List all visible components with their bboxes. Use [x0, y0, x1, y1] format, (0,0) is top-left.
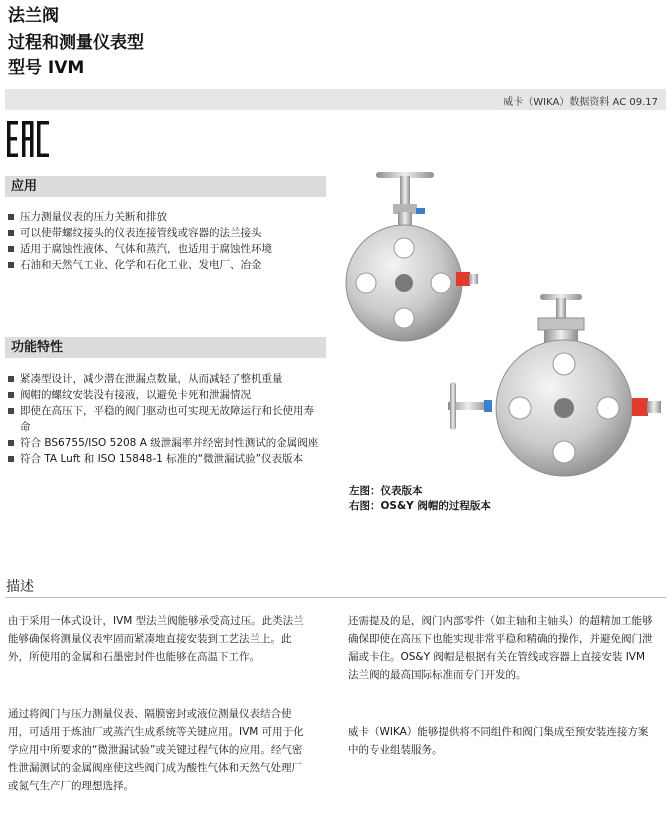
process-valve-osy-image [448, 290, 668, 480]
description-left-paragraph-2: 通过将阀门与压力测量仪表、隔膜密封或液位测量仪表结合使用，可适用于炼油厂或蒸汽生成系统等关键应用。IVM 可用于化学应用中所要求的“微泄漏试验”或关键过程气体的应用。经气密性泄漏测试的金属阀座使这些阀门成为酸性气体和天然气处理厂或氮气生产厂的理想选择。 [8, 708, 304, 792]
title-line-1: 法兰阀 [8, 6, 59, 26]
caption-line-2: 右图：OS&Y 阀帽的过程版本 [349, 500, 491, 512]
list-item: 适用于腐蚀性液体、气体和蒸汽，也适用于腐蚀性环境 [8, 241, 328, 257]
description-right-paragraph-2: 威卡（WIKA）能够提供将不同组件和阀门集成至预安装连接方案中的专业组装服务。 [348, 726, 649, 756]
caption-line-1: 左图：仪表版本 [349, 485, 423, 497]
list-item: 符合 BS6755/ISO 5208 A 级泄漏率并经密封性测试的金属阀座 [8, 435, 324, 451]
list-item: 可以使带螺纹接头的仪表连接管线或容器的法兰接头 [8, 225, 328, 241]
list-item: 紧凑型设计，减少潜在泄漏点数量，从而减轻了整机重量 [8, 371, 324, 387]
title-line-3: 型号 IVM [8, 58, 85, 78]
list-item: 即使在高压下，平稳的阀门驱动也可实现无故障运行和长使用寿命 [8, 403, 324, 435]
features-list [8, 371, 324, 467]
eac-certification-logo [6, 120, 50, 158]
features-heading: 功能特性 [5, 337, 326, 358]
applications-list [8, 209, 328, 273]
description-right-paragraph-1: 还需提及的是，阀门内部零件（如主轴和主轴头）的超精加工能够确保即使在高压下也能实现非常平稳和精确的操作，并避免阀门泄漏或卡住。OS&Y 阀帽是根据有关在管线或容器上直接安装 IVM 法兰阀的最高国际标准而专门开发的。 [348, 615, 653, 681]
list-item: 压力测量仪表的压力关断和排放 [8, 209, 328, 225]
datasheet-ref: 威卡（WIKA）数据资料 AC 09.17 [503, 97, 658, 108]
list-item: 石油和天然气工业、化学和石化工业、发电厂、冶金 [8, 257, 328, 273]
applications-heading: 应用 [5, 176, 326, 197]
title-line-2: 过程和测量仪表型 [8, 33, 144, 53]
description-left-paragraph-1: 由于采用一体式设计，IVM 型法兰阀能够承受高过压。此类法兰能够确保将测量仪表牢固而紧凑地直接安装到工艺法兰上。此外，所使用的金属和石墨密封件也能够在高温下工作。 [8, 615, 304, 663]
divider [5, 597, 666, 598]
image-caption [349, 484, 668, 514]
list-item: 符合 TA Luft 和 ISO 15848-1 标准的“微泄漏试验”仪表版本 [8, 451, 324, 467]
description-heading: 描述 [6, 579, 34, 595]
datasheet-band [5, 89, 666, 110]
list-item: 阀帽的螺纹安装没有接液，以避免卡死和泄漏情况 [8, 387, 324, 403]
